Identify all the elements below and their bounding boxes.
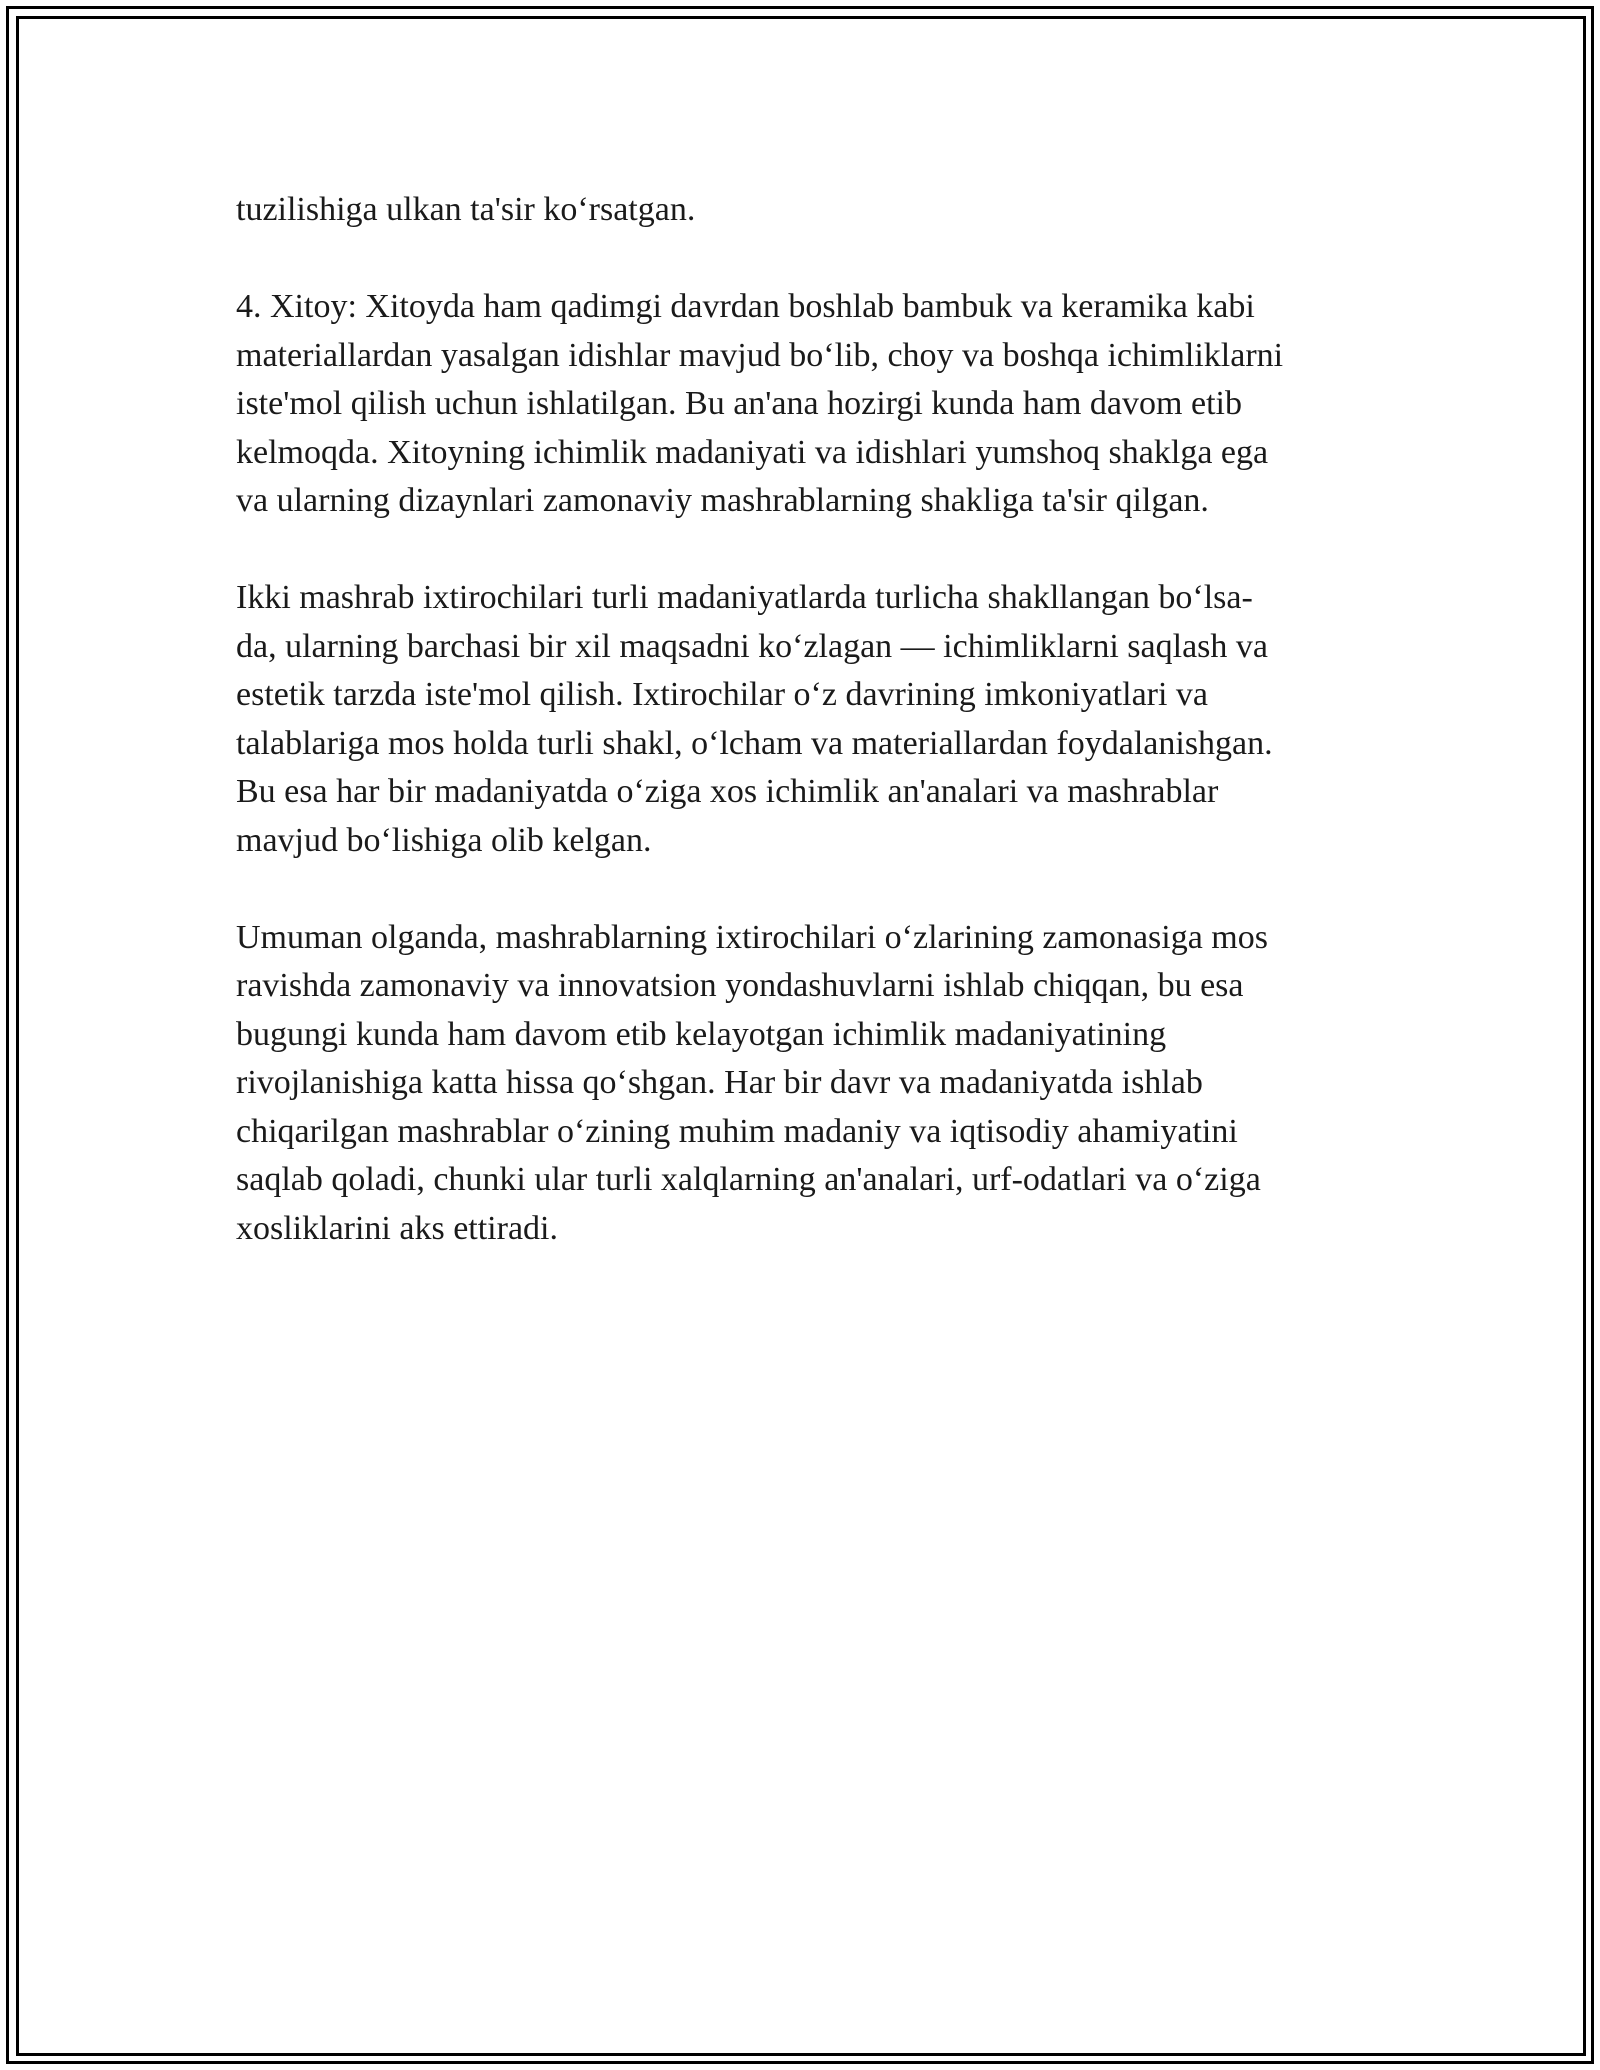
text-line: iste'mol qilish uchun ishlatilgan. Bu an'ana hozirgi kunda ham davom etib (236, 385, 1242, 422)
text-line: talablariga mos holda turli shakl, o‘lcham va materiallardan foydalanishgan. (236, 724, 1273, 762)
page-body (236, 186, 1366, 1302)
paragraph-continuation (236, 186, 1366, 235)
text-line: 4. Xitoy: Xitoyda ham qadimgi davrdan boshlab bambuk va keramika kabi (236, 288, 1255, 325)
text-line: xosliklarini aks ettiradi. (236, 1209, 558, 1247)
text-line: Ikki mashrab ixtirochilari turli madaniyatlarda turlicha shakllangan bo‘lsa- (236, 579, 1253, 616)
text-line: materiallardan yasalgan idishlar mavjud bo‘lib, choy va boshqa ichimliklarni (236, 336, 1284, 374)
text-line: rivojlanishiga katta hissa qo‘shgan. Har bir davr va madaniyatda ishlab (236, 1064, 1203, 1101)
text-line: Umuman olganda, mashrablarning ixtirochilari o‘zlarining zamonasiga mos (236, 918, 1268, 956)
paragraph-xitoy (236, 283, 1366, 526)
text-line: mavjud bo‘lishiga olib kelgan. (236, 821, 652, 859)
text-line: da, ularning barchasi bir xil maqsadni ko‘zlagan — ichimliklarni saqlash va (236, 627, 1268, 665)
text-line: saqlab qoladi, chunki ular turli xalqlarning an'analari, urf-odatlari va o‘ziga (236, 1161, 1261, 1198)
text-line: va ularning dizaynlari zamonaviy mashrablarning shakliga ta'sir qilgan. (236, 482, 1209, 519)
paragraph-inventors (236, 574, 1366, 865)
text-line: kelmoqda. Xitoyning ichimlik madaniyati va idishlari yumshoq shaklga ega (236, 433, 1269, 471)
text-line: tuzilishiga ulkan ta'sir ko‘rsatgan. (236, 191, 696, 228)
text-line: Bu esa har bir madaniyatda o‘ziga xos ichimlik an'analari va mashrablar (236, 773, 1219, 810)
paragraph-conclusion (236, 914, 1366, 1254)
text-line: estetik tarzda iste'mol qilish. Ixtirochilar o‘z davrining imkoniyatlari va (236, 676, 1209, 713)
text-line: bugungi kunda ham davom etib kelayotgan ichimlik madaniyatining (236, 1015, 1167, 1053)
text-line: ravishda zamonaviy va innovatsion yondashuvlarni ishlab chiqqan, bu esa (236, 967, 1244, 1004)
text-line: chiqarilgan mashrablar o‘zining muhim madaniy va iqtisodiy ahamiyatini (236, 1112, 1238, 1150)
